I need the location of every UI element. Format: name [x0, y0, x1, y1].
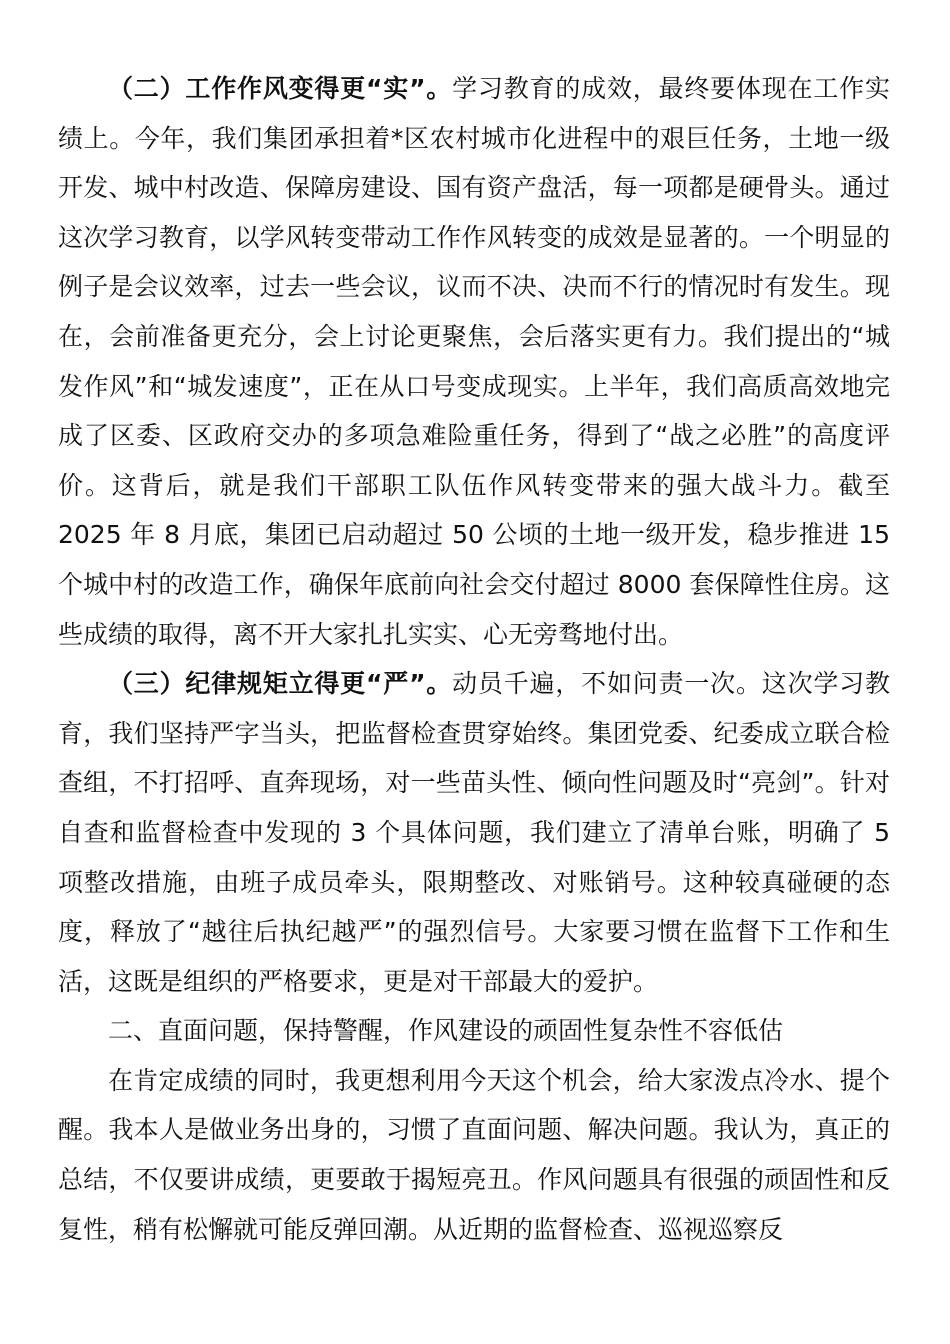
section-text-work-style: 学习教育的成效，最终要体现在工作实绩上。今年，我们集团承担着*区农村城市化进程中的艰巨任务，土地一级开发、城中村改造、保障房建设、国有资产盘活，每一项都是硬骨头。通过这次学习教育，以学风转变带动工作作风转变的成效是显著的。一个明显的例子是会议效率，过去一些会议，议而不决、决而不行的情况时有发生。现在，会前准备更充分，会上讨论更聚焦，会后落实更有力。我们提出的“城发作风”和“城发速度”，正在从口号变成现实。上半年，我们高质高效地完成了区委、区政府交办的多项急难险重任务，得到了“战之必胜”的高度评价。这背后，就是我们干部职工队伍作风转变带来的强大战斗力。截至 2025 年 8 月底，集团已启动超过 50 公顷的土地一级开发，稳步推进 15 个城中村的改造工作，确保年底前向社会交付超过 8000 套保障性住房。这些成绩的取得，离不开大家扎扎实实、心无旁骛地付出。: [58, 74, 890, 649]
section-text-discipline: 动员千遍，不如问责一次。这次学习教育，我们坚持严字当头，把监督检查贯穿始终。集团党委、纪委成立联合检查组，不打招呼、直奔现场，对一些苗头性、倾向性问题及时“亮剑”。针对自查和监督检查中发现的 3 个具体问题，我们建立了清单台账，明确了 5 项整改措施，由班子成员牵头，限期整改、对账销号。这种较真碰硬的态度，释放了“越往后执纪越严”的强烈信号。大家要习惯在监督下工作和生活，这既是组织的严格要求，更是对干部最大的爱护。: [58, 669, 890, 996]
section-heading-discipline: （三）纪律规矩立得更“严”。: [108, 669, 453, 699]
section-heading-work-style: （二）工作作风变得更“实”。: [108, 74, 453, 103]
paragraph-work-style: [58, 64, 890, 659]
paragraph-discipline: [58, 659, 890, 1006]
document-body: [58, 64, 890, 1254]
paragraph-problems-intro: 在肯定成绩的同时，我更想利用今天这个机会，给大家泼点冷水、提个醒。我本人是做业务出身的，习惯了直面问题、解决问题。我认为，真正的总结，不仅要讲成绩，更要敢于揭短亮丑。作风问题具有很强的顽固性和反复性，稍有松懈就可能反弹回潮。从近期的监督检查、巡视巡察反: [58, 1065, 890, 1244]
chapter-heading-problems: 二、直面问题，保持警醒，作风建设的顽固性复杂性不容低估: [108, 1016, 784, 1046]
